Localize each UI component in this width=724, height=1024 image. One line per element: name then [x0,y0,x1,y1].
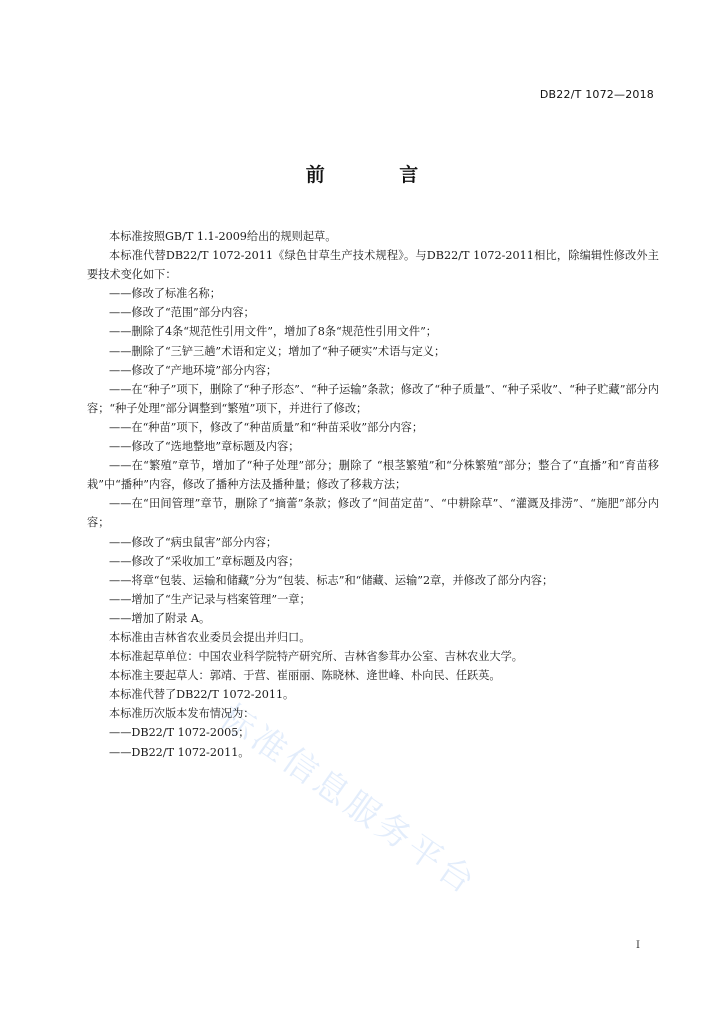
page-title: 前 言 [305,164,453,186]
change-item: ——在“种子”项下，删除了“种子形态”、“种子运输”条款；修改了“种子质量”、“种子采收”、“种子贮藏”部分内容；“种子处理”部分调整到“繁殖”项下，并进行了修改； [87,382,659,415]
page-number: I [636,940,640,951]
change-item: ——修改了“病虫鼠害”部分内容； [109,535,278,549]
paragraph-replaces: 本标准代替了DB22/T 1072-2011。 [109,688,295,702]
change-item: ——修改了“产地环境”部分内容； [109,363,278,377]
paragraph-proposer: 本标准由吉林省农业委员会提出并归口。 [109,630,311,644]
watermark: 标准信息服务平台 [212,696,485,904]
history-item: ——DB22/T 1072-2005； [109,726,250,740]
change-item: ——增加了“生产记录与档案管理”一章； [109,592,311,606]
change-item: ——删除了4条“规范性引用文件”，增加了8条“规范性引用文件”； [109,325,437,339]
paragraph-history-intro: 本标准历次版本发布情况为： [109,707,255,721]
change-item: ——在“繁殖”章节，增加了“种子处理”部分；删除了 “根茎繁殖”和“分株繁殖”部分；整合了“直播”和“育苗移栽”中“播种”内容，修改了播种方法及播种量；修改了移栽方法； [87,459,659,492]
paragraph-drafting-units: 本标准起草单位：中国农业科学院特产研究所、吉林省参茸办公室、吉林农业大学。 [109,650,523,664]
standard-code: DB22/T 1072—2018 [539,88,654,101]
foreword-body [87,227,659,762]
history-item: ——DB22/T 1072-2011。 [109,745,250,759]
change-item: ——增加了附录 A。 [109,611,211,625]
change-item: ——将章“包装、运输和储藏”分为“包装、标志”和“储藏、运输”2章，并修改了部分内容； [109,573,554,587]
change-item: ——修改了“范围”部分内容； [109,306,255,320]
change-item: ——修改了标准名称； [109,287,221,301]
change-item: ——在“种苗”项下，修改了“种苗质量”和“种苗采收”部分内容； [109,420,424,434]
change-item: ——删除了“三铲三趟”术语和定义；增加了“种子硬实”术语与定义； [109,344,446,358]
paragraph-drafting-rules: 本标准按照GB/T 1.1-2009给出的规则起草。 [109,230,337,243]
paragraph-drafters: 本标准主要起草人：郭靖、于营、崔丽丽、陈晓林、逄世峰、朴向民、任跃英。 [109,669,501,683]
change-item: ——修改了“采收加工”章标题及内容； [109,554,300,568]
change-item: ——在“田间管理”章节，删除了“摘蕾”条款；修改了“间苗定苗”、“中耕除草”、“灌溉及排涝”、“施肥”部分内容； [87,497,659,530]
change-item: ——修改了“选地整地”章标题及内容； [109,440,300,454]
paragraph-replacement: 本标准代替DB22/T 1072-2011《绿色甘草生产技术规程》。与DB22/T 1072-2011相比，除编辑性修改外主要技术变化如下： [87,249,659,282]
